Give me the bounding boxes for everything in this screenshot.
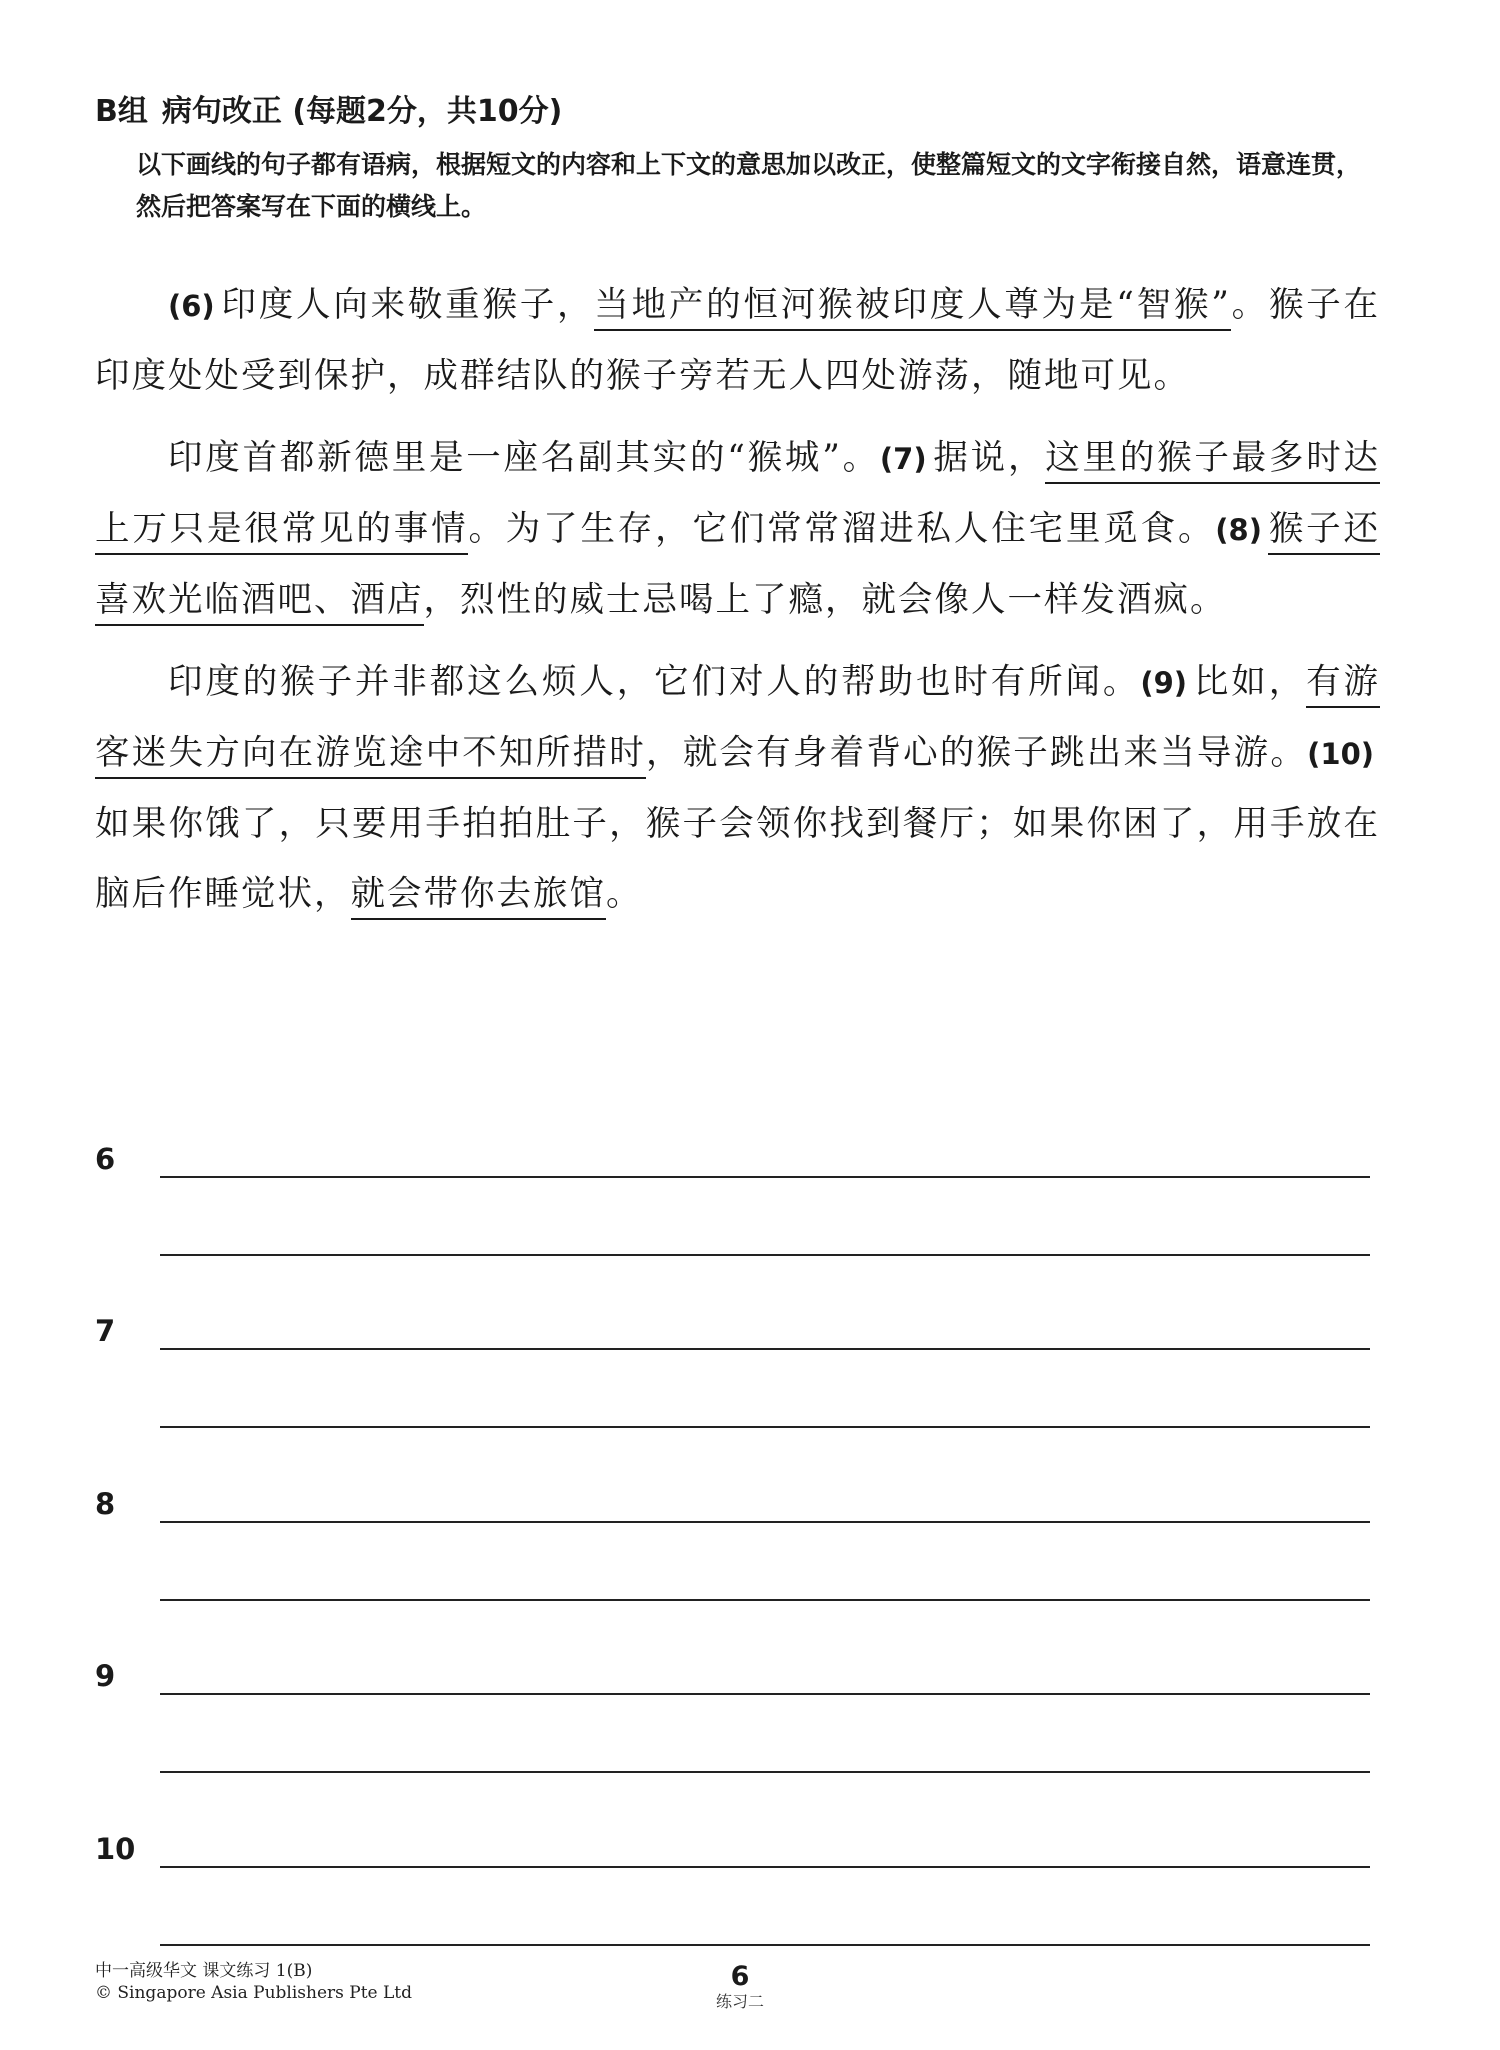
answer-line[interactable] xyxy=(160,1693,1370,1695)
passage-paragraph-2 xyxy=(95,423,1380,635)
passage-text: 据说， xyxy=(932,438,1046,478)
answer-number: 9 xyxy=(95,1659,116,1693)
passage-text: 比如， xyxy=(1193,662,1307,702)
section-heading xyxy=(95,92,562,132)
passage-text: 。 xyxy=(606,874,643,914)
answer-number: 8 xyxy=(95,1487,116,1521)
footer-copyright: © Singapore Asia Publishers Pte Ltd xyxy=(95,1983,413,2003)
question-number-8: (8) xyxy=(1215,513,1262,547)
underlined-sentence-10: 就会带你去旅馆 xyxy=(351,874,607,920)
page-number: 6 xyxy=(730,1961,750,1992)
answer-number: 7 xyxy=(95,1314,116,1348)
answer-line[interactable] xyxy=(160,1176,1370,1178)
passage-paragraph-1 xyxy=(95,270,1380,411)
answer-block-7 xyxy=(95,1314,1370,1480)
exercise-label: 练习二 xyxy=(715,1992,764,2011)
underlined-sentence-7: 这里的猴子最多时达上万只是很常见的事情 xyxy=(95,438,1380,555)
question-number-6: (6) xyxy=(168,289,215,323)
underlined-sentence-9: 有游客迷失方向在游览途中不知所措时 xyxy=(95,662,1380,779)
footer-book-title: 中一高级华文 课文练习 1(B) xyxy=(95,1961,313,1981)
answer-line[interactable] xyxy=(160,1426,1370,1428)
underlined-sentence-8: 猴子还喜欢光临酒吧、酒店 xyxy=(95,509,1380,626)
answer-block-9 xyxy=(95,1659,1370,1825)
passage-text: 。猴子在印度处处受到保护，成群结队的猴子旁若无人四处游荡，随地可见。 xyxy=(95,285,1381,396)
answer-number: 10 xyxy=(95,1832,136,1866)
passage-text: 印度首都新德里是一座名副其实的“猴城”。 xyxy=(168,438,880,478)
underlined-sentence-6: 当地产的恒河猴被印度人尊为是“智猴” xyxy=(594,285,1231,331)
footer-page xyxy=(690,1962,790,2012)
answer-line[interactable] xyxy=(160,1348,1370,1350)
passage-paragraph-3 xyxy=(95,647,1380,929)
answer-block-8 xyxy=(95,1487,1370,1653)
section-group-label: B组 xyxy=(95,94,148,129)
question-number-9: (9) xyxy=(1140,666,1188,700)
passage-text: 印度人向来敬重猴子， xyxy=(220,285,595,325)
passage-text: 。为了生存，它们常常溜进私人住宅里觅食。 xyxy=(468,509,1216,549)
passage-text: 如果你饿了，只要用手拍拍肚子，猴子会领你找到餐厅；如果你困了，用手放在脑后作睡觉状， xyxy=(95,804,1380,914)
answer-line[interactable] xyxy=(160,1866,1370,1868)
footer-book-info xyxy=(95,1960,412,2004)
section-instructions: 以下画线的句子都有语病，根据短文的内容和上下文的意思加以改正，使整篇短文的文字衔接自然，语意连贯，然后把答案写在下面的横线上。 xyxy=(136,150,1362,221)
passage-text: ，就会有身着背心的猴子跳出来当导游。 xyxy=(645,733,1308,773)
answer-line[interactable] xyxy=(160,1599,1370,1601)
answer-line[interactable] xyxy=(160,1521,1370,1523)
answer-line[interactable] xyxy=(160,1944,1370,1946)
answer-line[interactable] xyxy=(160,1254,1370,1256)
passage-text: ，烈性的威士忌喝上了瘾，就会像人一样发酒疯。 xyxy=(423,580,1227,620)
answer-number: 6 xyxy=(95,1142,116,1176)
passage xyxy=(95,270,1380,941)
question-number-10: (10) xyxy=(1307,737,1375,771)
answer-line[interactable] xyxy=(160,1771,1370,1773)
answer-block-6 xyxy=(95,1142,1370,1308)
passage-text: 印度的猴子并非都这么烦人，它们对人的帮助也时有所闻。 xyxy=(168,662,1141,702)
section-title: 病句改正 (每题2分，共10分) xyxy=(161,94,563,129)
question-number-7: (7) xyxy=(879,442,927,476)
